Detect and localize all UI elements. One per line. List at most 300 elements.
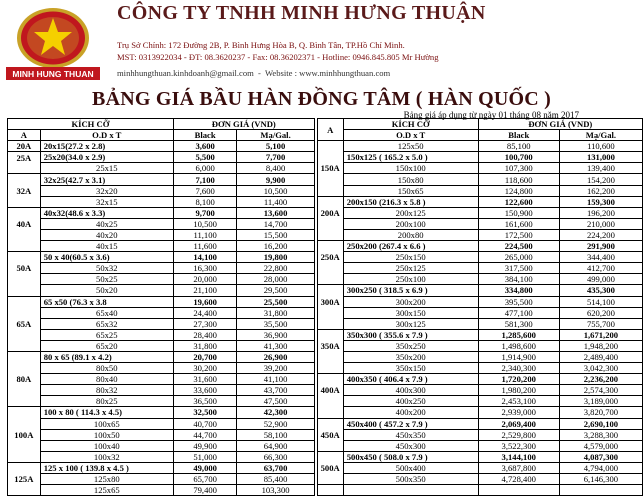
galvanized-price-cell: 8,400	[237, 163, 314, 174]
table-row	[8, 385, 643, 396]
table-row	[8, 407, 643, 418]
black-price-cell: 172,500	[478, 229, 559, 240]
black-price-cell: 477,100	[478, 307, 559, 318]
black-price-cell: 1,498,600	[478, 340, 559, 351]
black-price-cell: 14,100	[173, 252, 237, 263]
size-cell: 450x350	[343, 429, 478, 440]
size-cell: 125 x 100 ( 139.8 x 4.5 )	[40, 462, 173, 473]
size-group-label	[317, 396, 343, 407]
black-price-cell: 124,800	[478, 185, 559, 196]
size-cell: 350x200	[343, 351, 478, 362]
black-price-cell: 2,939,000	[478, 407, 559, 418]
table-row	[8, 374, 643, 385]
galvanized-price-cell: 4,579,000	[559, 440, 642, 451]
table-row	[8, 229, 643, 240]
black-price-cell: 44,700	[173, 429, 237, 440]
size-group-label	[317, 141, 343, 152]
size-cell: 350x150	[343, 363, 478, 374]
size-cell: 500x450 ( 508.0 x 7.9 )	[343, 451, 478, 462]
size-cell: 65 x50 (76.3 x 3.8	[40, 296, 173, 307]
galvanized-price-cell: 2,574,300	[559, 385, 642, 396]
galvanized-price-cell: 85,400	[237, 474, 314, 485]
galvanized-price-cell: 9,900	[237, 174, 314, 185]
galvanized-price-cell: 344,400	[559, 252, 642, 263]
black-price-cell: 19,600	[173, 296, 237, 307]
table-row	[8, 163, 643, 174]
galvanized-price-cell: 196,200	[559, 207, 642, 218]
size-cell: 40x25	[40, 218, 173, 229]
size-cell: 80x25	[40, 396, 173, 407]
black-price-cell: 384,100	[478, 274, 559, 285]
size-cell: 100x50	[40, 429, 173, 440]
galvanized-price-cell: 412,700	[559, 263, 642, 274]
header-od: O.D x T	[343, 130, 478, 141]
size-group-label: 300A	[317, 296, 343, 307]
galvanized-price-cell: 4,087,300	[559, 451, 642, 462]
black-price-cell: 317,500	[478, 263, 559, 274]
size-cell: 100x40	[40, 440, 173, 451]
size-cell: 80x32	[40, 385, 173, 396]
galvanized-price-cell: 64,900	[237, 440, 314, 451]
black-price-cell: 11,600	[173, 241, 237, 252]
black-price-cell: 7,600	[173, 185, 237, 196]
galvanized-price-cell: 35,500	[237, 318, 314, 329]
size-cell: 125x50	[343, 141, 478, 152]
galvanized-price-cell: 2,489,400	[559, 351, 642, 362]
size-group-label	[317, 263, 343, 274]
size-group-label	[8, 274, 41, 285]
black-price-cell: 3,522,300	[478, 440, 559, 451]
black-price-cell: 150,900	[478, 207, 559, 218]
black-price-cell: 11,100	[173, 229, 237, 240]
table-row	[8, 141, 643, 152]
table-row	[8, 474, 643, 485]
size-cell: 400x200	[343, 407, 478, 418]
table-row	[8, 340, 643, 351]
black-price-cell: 24,400	[173, 307, 237, 318]
header-gal: Mạ/Gal.	[237, 130, 314, 141]
size-group-label	[8, 285, 41, 296]
header-don-gia: ĐƠN GIÁ (VND)	[173, 119, 314, 130]
size-cell: 300x125	[343, 318, 478, 329]
size-cell: 250x200 (267.4 x 6.6 )	[343, 241, 478, 252]
size-group-label: 32A	[8, 185, 41, 196]
black-price-cell: 1,980,200	[478, 385, 559, 396]
black-price-cell: 1,720,200	[478, 374, 559, 385]
size-cell: 65x20	[40, 340, 173, 351]
table-row	[8, 274, 643, 285]
black-price-cell: 1,914,900	[478, 351, 559, 362]
header-od: O.D x T	[40, 130, 173, 141]
table-row	[8, 196, 643, 207]
galvanized-price-cell: 4,794,000	[559, 462, 642, 473]
table-row	[8, 152, 643, 163]
size-group-label	[8, 296, 41, 307]
galvanized-price-cell: 2,690,100	[559, 418, 642, 429]
black-price-cell: 265,000	[478, 252, 559, 263]
galvanized-price-cell: 11,400	[237, 196, 314, 207]
black-price-cell: 31,600	[173, 374, 237, 385]
logo-text: MINH HUNG THUAN	[12, 69, 94, 79]
size-group-label	[317, 218, 343, 229]
galvanized-price-cell: 291,900	[559, 241, 642, 252]
galvanized-price-cell: 5,100	[237, 141, 314, 152]
company-email[interactable]: minhhungthuan.kinhdoanh@gmail.com	[117, 68, 254, 78]
size-cell: 200x150 (216.3 x 5.8 )	[343, 196, 478, 207]
size-group-label: 150A	[317, 163, 343, 174]
size-group-label: 250A	[317, 252, 343, 263]
size-group-label	[317, 451, 343, 462]
size-group-label: 80A	[8, 374, 41, 385]
size-group-label	[317, 374, 343, 385]
galvanized-price-cell: 159,300	[559, 196, 642, 207]
galvanized-price-cell: 620,200	[559, 307, 642, 318]
black-price-cell: 20,000	[173, 274, 237, 285]
black-price-cell: 3,687,800	[478, 462, 559, 473]
size-cell: 350x300 ( 355.6 x 7.9 )	[343, 329, 478, 340]
size-cell: 50x32	[40, 263, 173, 274]
size-group-label	[8, 174, 41, 185]
galvanized-price-cell: 39,200	[237, 363, 314, 374]
galvanized-price-cell: 110,600	[559, 141, 642, 152]
galvanized-price-cell: 514,100	[559, 296, 642, 307]
size-group-label	[317, 418, 343, 429]
galvanized-price-cell: 139,400	[559, 163, 642, 174]
black-price-cell: 8,100	[173, 196, 237, 207]
company-contact: MST: 0313922034 - ĐT: 08.3620237 - Fax: 08.36202371 - Hotline: 0946.845.805 Mr Hường	[117, 52, 439, 62]
size-group-label	[8, 396, 41, 407]
black-price-cell: 27,300	[173, 318, 237, 329]
black-price-cell: 20,700	[173, 351, 237, 362]
size-group-label	[317, 307, 343, 318]
size-group-label	[317, 363, 343, 374]
size-group-label	[8, 418, 41, 429]
black-price-cell: 2,340,300	[478, 363, 559, 374]
size-cell: 250x100	[343, 274, 478, 285]
galvanized-price-cell: 3,288,300	[559, 429, 642, 440]
table-row	[8, 185, 643, 196]
table-row	[8, 329, 643, 340]
black-price-cell: 7,100	[173, 174, 237, 185]
size-group-label	[317, 285, 343, 296]
galvanized-price-cell: 29,500	[237, 285, 314, 296]
table-row	[8, 296, 643, 307]
black-price-cell: 21,100	[173, 285, 237, 296]
size-cell: 200x125	[343, 207, 478, 218]
size-group-label: 125A	[8, 474, 41, 485]
size-cell: 450x400 ( 457.2 x 7.9 )	[343, 418, 478, 429]
company-logo	[4, 4, 102, 82]
table-row	[8, 207, 643, 218]
size-cell: 100x65	[40, 418, 173, 429]
size-group-label: 25A	[8, 152, 41, 163]
size-group-label	[317, 152, 343, 163]
size-cell: 40x20	[40, 229, 173, 240]
size-group-label	[317, 329, 343, 340]
galvanized-price-cell: 499,000	[559, 274, 642, 285]
date-note: Bảng giá áp dụng từ ngày 01 tháng 08 năm 2017	[403, 110, 579, 120]
galvanized-price-cell: 1,948,200	[559, 340, 642, 351]
galvanized-price-cell: 41,100	[237, 374, 314, 385]
size-cell: 150x65	[343, 185, 478, 196]
galvanized-price-cell: 58,100	[237, 429, 314, 440]
size-cell: 200x80	[343, 229, 478, 240]
size-group-label: 450A	[317, 429, 343, 440]
black-price-cell: 79,400	[173, 485, 237, 496]
size-cell: 150x100	[343, 163, 478, 174]
galvanized-price-cell: 154,200	[559, 174, 642, 185]
size-cell: 200x100	[343, 218, 478, 229]
table-row	[8, 252, 643, 263]
black-price-cell: 118,600	[478, 174, 559, 185]
header-a: A	[8, 130, 41, 141]
size-group-label	[8, 440, 41, 451]
size-group-label	[317, 351, 343, 362]
black-price-cell: 32,500	[173, 407, 237, 418]
size-group-label	[8, 329, 41, 340]
size-group-label	[8, 241, 41, 252]
size-cell: 150x80	[343, 174, 478, 185]
size-group-label	[317, 241, 343, 252]
size-cell: 300x200	[343, 296, 478, 307]
size-group-label: 500A	[317, 462, 343, 473]
black-price-cell: 6,000	[173, 163, 237, 174]
size-cell: 400x350 ( 406.4 x 7.9 )	[343, 374, 478, 385]
table-row	[8, 263, 643, 274]
table-row	[8, 396, 643, 407]
page-title: BẢNG GIÁ BẦU HÀN ĐỒNG TÂM ( HÀN QUỐC )	[92, 88, 551, 110]
size-cell: 32x15	[40, 196, 173, 207]
galvanized-price-cell: 63,700	[237, 462, 314, 473]
galvanized-price-cell: 41,300	[237, 340, 314, 351]
galvanized-price-cell: 1,671,200	[559, 329, 642, 340]
size-cell: 450x300	[343, 440, 478, 451]
galvanized-price-cell: 755,700	[559, 318, 642, 329]
size-cell: 400x300	[343, 385, 478, 396]
size-cell: 65x40	[40, 307, 173, 318]
size-group-label	[317, 174, 343, 185]
size-cell: 150x125 ( 165.2 x 5.0 )	[343, 152, 478, 163]
size-group-label	[8, 385, 41, 396]
galvanized-price-cell: 10,500	[237, 185, 314, 196]
size-group-label	[317, 318, 343, 329]
size-cell: 500x400	[343, 462, 478, 473]
size-group-label	[8, 163, 41, 174]
galvanized-price-cell: 103,300	[237, 485, 314, 496]
company-web: minhhungthuan.kinhdoanh@gmail.com - Website : www.minhhungthuan.com	[117, 68, 391, 78]
black-price-cell: 4,728,400	[478, 474, 559, 485]
size-group-label	[317, 229, 343, 240]
size-group-label	[8, 485, 41, 496]
galvanized-price-cell: 3,820,700	[559, 407, 642, 418]
black-price-cell: 49,000	[173, 462, 237, 473]
galvanized-price-cell: 3,042,300	[559, 363, 642, 374]
size-cell: 300x150	[343, 307, 478, 318]
size-cell: 300x250 ( 318.5 x 6.9 )	[343, 285, 478, 296]
table-row	[8, 307, 643, 318]
galvanized-price-cell: 14,700	[237, 218, 314, 229]
black-price-cell: 334,800	[478, 285, 559, 296]
galvanized-price-cell: 6,146,300	[559, 474, 642, 485]
size-group-label	[317, 474, 343, 485]
size-cell: 250x125	[343, 263, 478, 274]
size-group-label	[8, 229, 41, 240]
black-price-cell: 5,500	[173, 152, 237, 163]
black-price-cell: 65,700	[173, 474, 237, 485]
table-row	[8, 429, 643, 440]
size-cell: 100 x 80 ( 114.3 x 4.5)	[40, 407, 173, 418]
size-cell: 80x50	[40, 363, 173, 374]
galvanized-price-cell: 28,000	[237, 274, 314, 285]
black-price-cell: 9,700	[173, 207, 237, 218]
header-kich-co: KÍCH CỠ	[343, 119, 478, 130]
galvanized-price-cell: 2,236,200	[559, 374, 642, 385]
galvanized-price-cell: 19,800	[237, 252, 314, 263]
size-group-label	[8, 451, 41, 462]
size-cell: 50x25	[40, 274, 173, 285]
black-price-cell: 49,900	[173, 440, 237, 451]
size-group-label	[317, 274, 343, 285]
size-group-label	[317, 185, 343, 196]
black-price-cell: 2,453,100	[478, 396, 559, 407]
galvanized-price-cell: 26,900	[237, 351, 314, 362]
size-group-label	[317, 196, 343, 207]
size-group-label: 65A	[8, 318, 41, 329]
size-group-label	[8, 340, 41, 351]
size-group-label	[8, 207, 41, 218]
size-cell: 25x15	[40, 163, 173, 174]
galvanized-price-cell: 31,800	[237, 307, 314, 318]
table-row	[8, 363, 643, 374]
black-price-cell: 107,300	[478, 163, 559, 174]
table-row	[8, 318, 643, 329]
size-group-label	[8, 196, 41, 207]
black-price-cell: 224,500	[478, 241, 559, 252]
size-cell: 250x150	[343, 252, 478, 263]
size-group-label	[8, 407, 41, 418]
size-cell: 40x15	[40, 241, 173, 252]
black-price-cell: 3,600	[173, 141, 237, 152]
galvanized-price-cell: 36,900	[237, 329, 314, 340]
price-table	[7, 118, 643, 496]
galvanized-price-cell: 13,600	[237, 207, 314, 218]
galvanized-price-cell: 52,900	[237, 418, 314, 429]
size-cell: 125x65	[40, 485, 173, 496]
size-cell: 500x350	[343, 474, 478, 485]
size-group-label: 40A	[8, 218, 41, 229]
galvanized-price-cell: 15,500	[237, 229, 314, 240]
company-address: Trụ Sở Chính: 172 Đường 2B, P. Bình Hưng Hòa B, Q. Bình Tân, TP.Hồ Chí Minh.	[117, 40, 405, 50]
black-price-cell: 30,200	[173, 363, 237, 374]
black-price-cell: 100,700	[478, 152, 559, 163]
black-price-cell: 28,400	[173, 329, 237, 340]
table-row	[8, 218, 643, 229]
galvanized-price-cell: 131,000	[559, 152, 642, 163]
price-table-body	[8, 141, 643, 496]
galvanized-price-cell: 42,300	[237, 407, 314, 418]
black-price-cell: 51,000	[173, 451, 237, 462]
header-gal: Mạ/Gal.	[559, 130, 642, 141]
size-cell: 32x20	[40, 185, 173, 196]
black-price-cell: 3,144,100	[478, 451, 559, 462]
company-name: CÔNG TY TNHH MINH HƯNG THUẬN	[117, 2, 486, 24]
table-row	[8, 485, 643, 496]
table-row	[8, 451, 643, 462]
size-group-label	[8, 351, 41, 362]
galvanized-price-cell: 47,500	[237, 396, 314, 407]
size-group-label: 200A	[317, 207, 343, 218]
size-cell: 65x32	[40, 318, 173, 329]
black-price-cell: 40,700	[173, 418, 237, 429]
table-row	[8, 241, 643, 252]
size-cell: 125x80	[40, 474, 173, 485]
black-price-cell: 581,300	[478, 318, 559, 329]
black-price-cell: 85,100	[478, 141, 559, 152]
galvanized-price-cell: 224,200	[559, 229, 642, 240]
size-group-label: 100A	[8, 429, 41, 440]
size-group-label: 400A	[317, 385, 343, 396]
size-cell: 65x25	[40, 329, 173, 340]
company-website[interactable]: Website : www.minhhungthuan.com	[264, 68, 391, 78]
size-cell: 80 x 65 (89.1 x 4.2)	[40, 351, 173, 362]
table-row	[8, 351, 643, 362]
size-cell: 32x25(42.7 x 3.1)	[40, 174, 173, 185]
table-row	[8, 174, 643, 185]
table-row	[8, 462, 643, 473]
size-group-label: 50A	[8, 263, 41, 274]
table-row	[8, 440, 643, 451]
size-cell: 50x20	[40, 285, 173, 296]
black-price-cell: 2,529,800	[478, 429, 559, 440]
header-kich-co: KÍCH CỠ	[8, 119, 174, 130]
size-group-label	[8, 252, 41, 263]
galvanized-price-cell: 162,200	[559, 185, 642, 196]
black-price-cell: 122,600	[478, 196, 559, 207]
galvanized-price-cell: 66,300	[237, 451, 314, 462]
header-black: Black	[173, 130, 237, 141]
size-cell: 40x32(48.6 x 3.3)	[40, 207, 173, 218]
size-cell: 350x250	[343, 340, 478, 351]
galvanized-price-cell: 3,189,000	[559, 396, 642, 407]
size-group-label	[317, 407, 343, 418]
size-group-label	[8, 307, 41, 318]
header-black: Black	[478, 130, 559, 141]
black-price-cell: 1,285,600	[478, 329, 559, 340]
galvanized-price-cell: 435,300	[559, 285, 642, 296]
table-row	[8, 418, 643, 429]
galvanized-price-cell: 16,200	[237, 241, 314, 252]
size-group-label: 350A	[317, 340, 343, 351]
size-cell: 400x250	[343, 396, 478, 407]
size-group-label	[317, 440, 343, 451]
galvanized-price-cell: 22,800	[237, 263, 314, 274]
black-price-cell: 10,500	[173, 218, 237, 229]
galvanized-price-cell: 25,500	[237, 296, 314, 307]
black-price-cell: 2,069,400	[478, 418, 559, 429]
header-don-gia: ĐƠN GIÁ (VND)	[478, 119, 642, 130]
black-price-cell: 36,500	[173, 396, 237, 407]
size-cell: 80x40	[40, 374, 173, 385]
black-price-cell: 31,800	[173, 340, 237, 351]
table-row	[8, 285, 643, 296]
size-cell: 25x20(34.0 x 2.9)	[40, 152, 173, 163]
black-price-cell: 161,600	[478, 218, 559, 229]
galvanized-price-cell: 43,700	[237, 385, 314, 396]
black-price-cell: 33,600	[173, 385, 237, 396]
galvanized-price-cell: 7,700	[237, 152, 314, 163]
size-group-label	[8, 363, 41, 374]
size-group-label: 20A	[8, 141, 41, 152]
